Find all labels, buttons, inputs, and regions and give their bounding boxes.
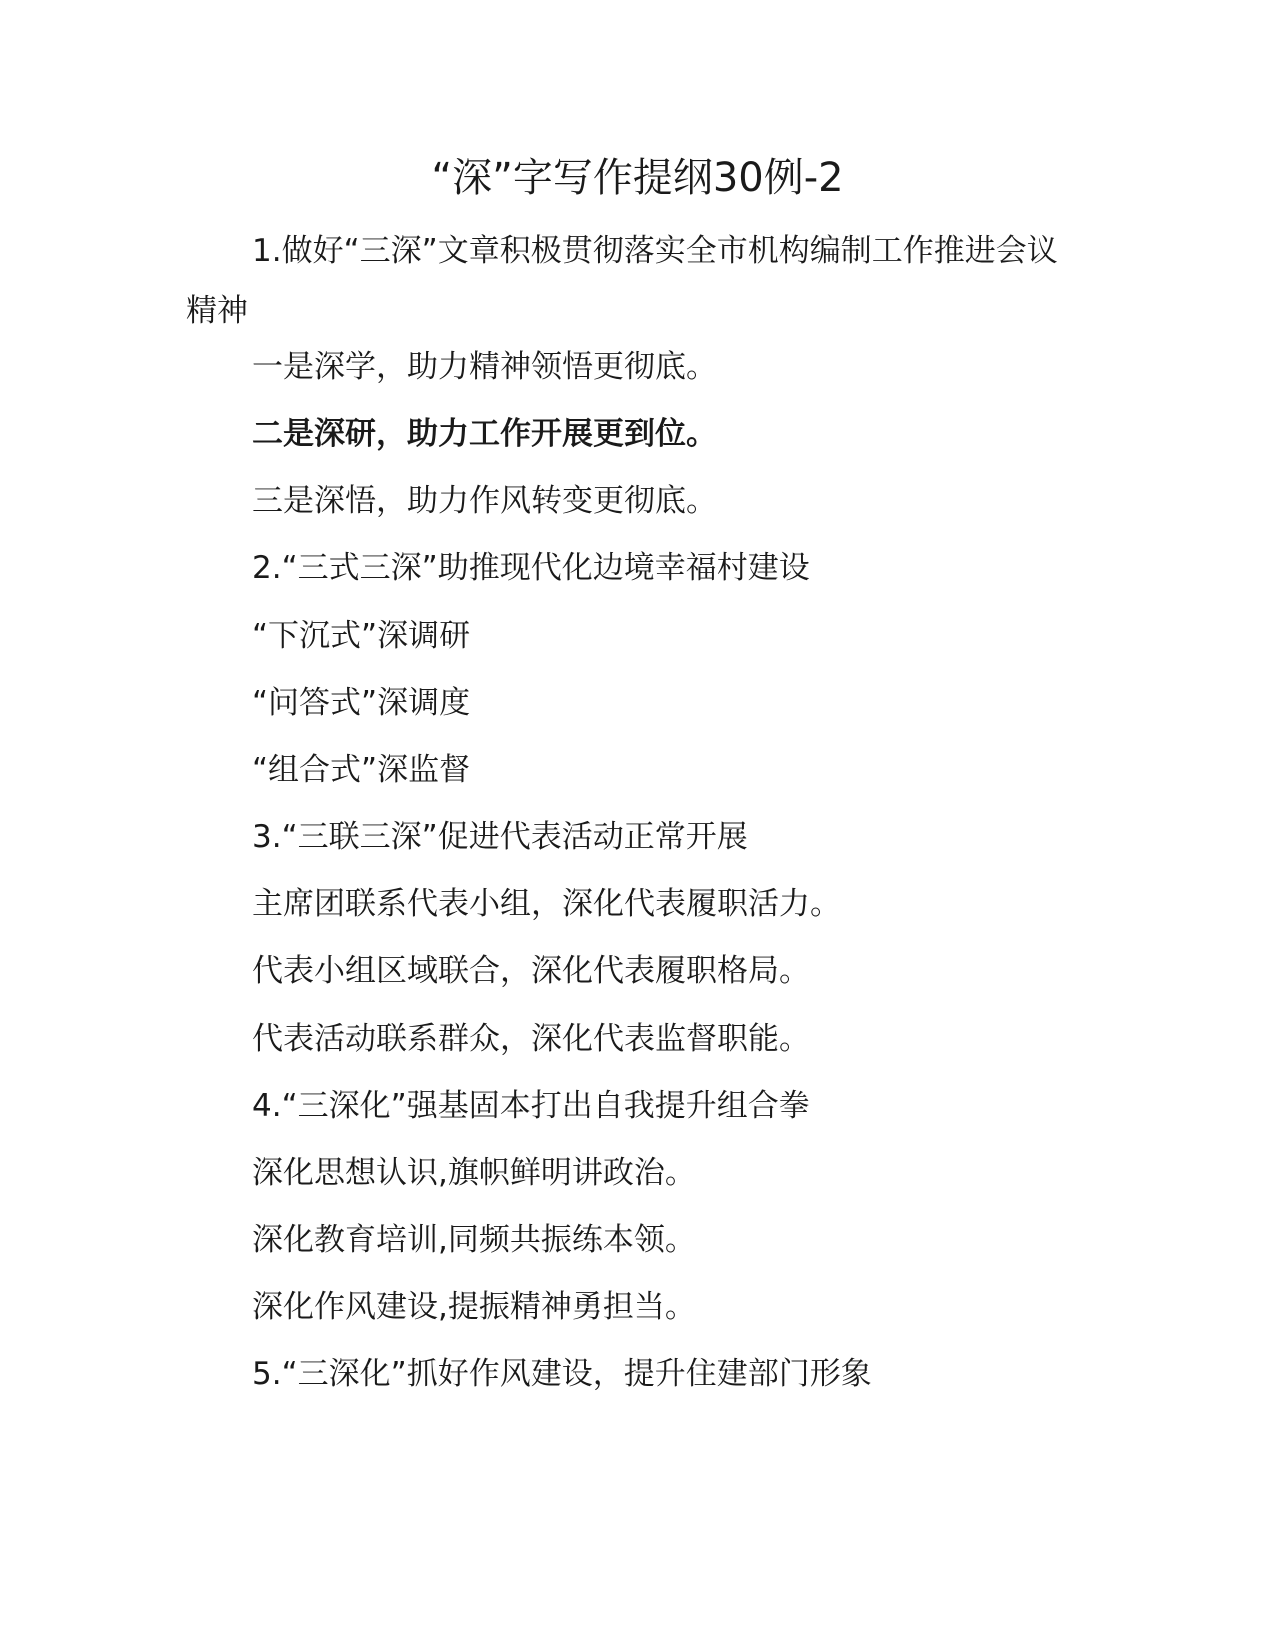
text-line: 3.“三联三深”促进代表活动正常开展 [252,819,748,855]
text-line: 深化思想认识,旗帜鲜明讲政治。 [252,1155,696,1191]
text-line: “问答式”深调度 [252,685,471,721]
text-line: 深化作风建设,提振精神勇担当。 [252,1289,696,1325]
text-line: 主席团联系代表小组，深化代表履职活力。 [252,886,841,922]
text-line: 4.“三深化”强基固本打出自我提升组合拳 [252,1088,810,1124]
text-line: 5.“三深化”抓好作风建设，提升住建部门形象 [252,1356,872,1392]
text-line: “下沉式”深调研 [252,618,471,654]
text-line: 一是深学，助力精神领悟更彻底。 [252,349,717,385]
text-line: “组合式”深监督 [252,752,471,788]
document-title: “深”字写作提纲30例-2 [431,155,844,201]
text-line: 2.“三式三深”助推现代化边境幸福村建设 [252,550,810,586]
paragraph-1: 1.做好“三深”文章积极贯彻落实全市机构编制工作推进会议精神 [186,233,1058,329]
text-line: 代表活动联系群众，深化代表监督职能。 [252,1021,810,1057]
text-line: 深化教育培训,同频共振练本领。 [252,1222,696,1258]
text-line: 二是深研，助力工作开展更到位。 [252,416,717,452]
text-line: 代表小组区域联合，深化代表履职格局。 [252,953,810,989]
text-line: 三是深悟，助力作风转变更彻底。 [252,483,717,519]
